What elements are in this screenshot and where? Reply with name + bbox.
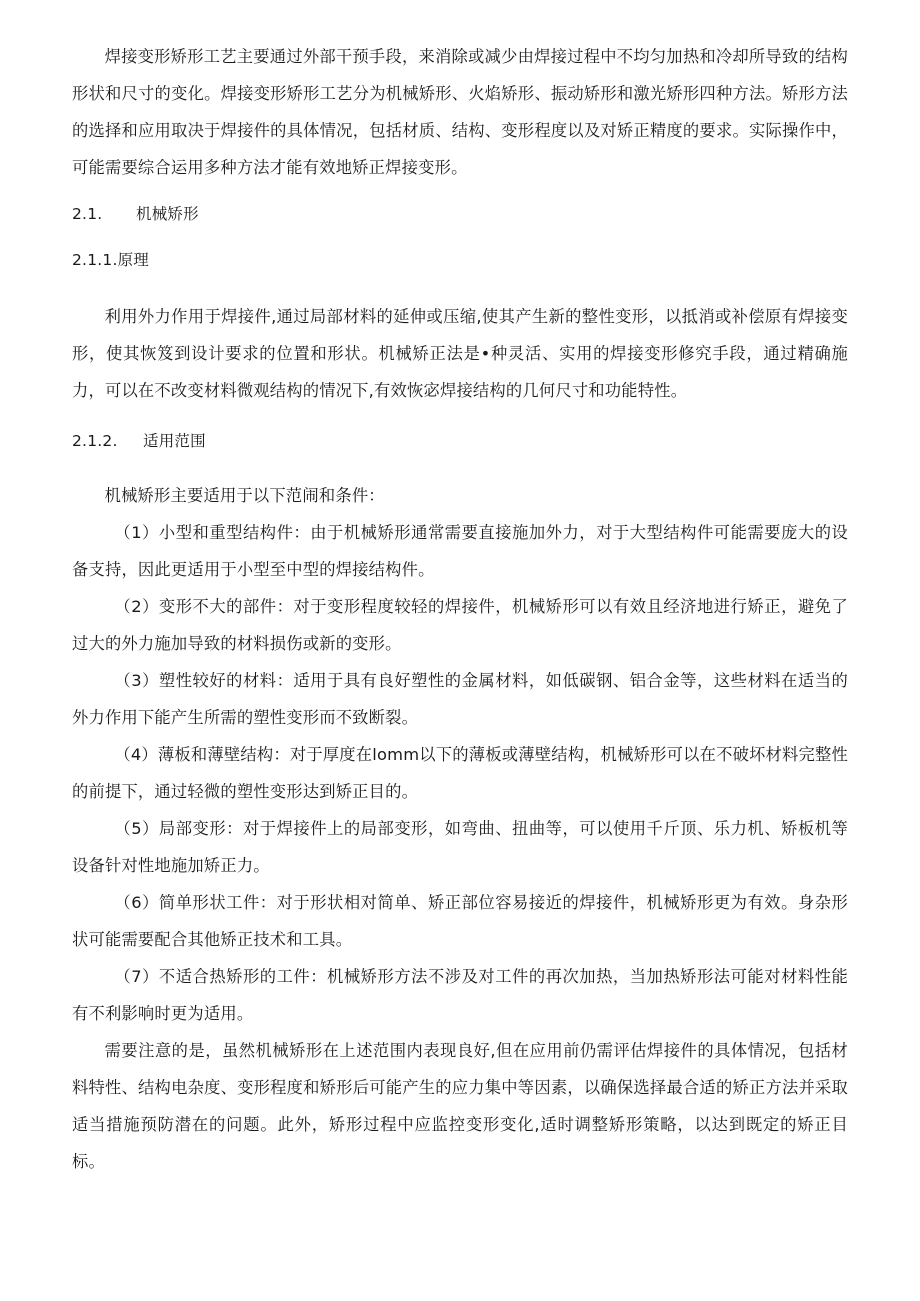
scope-list-item: （1）小型和重型结构件：由于机械矫形通常需要直接施加外力，对于大型结构件可能需要庞大的设备支持，因此更适用于小型至中型的焊接结构件。 xyxy=(72,523,848,579)
section-title: 机械矫形 xyxy=(136,205,199,223)
scope-list-item: （7）不适合热矫形的工件：机械矫形方法不涉及对工件的再次加热，当加热矫形法可能对材料性能有不利影响时更为适用。 xyxy=(72,967,848,1023)
scope-intro-paragraph: 机械矫形主要适用于以下范闹和条件： xyxy=(104,486,385,505)
document-page xyxy=(72,38,848,1180)
section-number: 2.1. xyxy=(72,205,103,223)
scope-list-item: （3）塑性较好的材料：适用于具有良好塑性的金属材料，如低碳钢、铝合金等，这些材料在适当的外力作用下能产生所需的塑性变形而不致断裂。 xyxy=(72,671,848,727)
conclusion-paragraph: 需要注意的是，虽然机械矫形在上述范围内表现良好,但在应用前仍需评估焊接件的具体情况，包括材料特性、结构电杂度、变形程度和矫形后可能产生的应力集中等因素，以确保选择最合适的矫正方法并采取适当措施预防潜在的问题。此外，矫形过程中应监控变形变化,适时调整矫形策略，以达到既定的矫正目标。 xyxy=(72,1041,848,1171)
scope-list-item: （2）变形不大的部件：对于变形程度较轻的焊接件，机械矫形可以有效且经济地进行矫正，避免了过大的外力施加导致的材料损伤或新的变形。 xyxy=(72,597,848,653)
scope-list-item: （6）简单形状工件：对于形状相对简单、矫正部位容易接近的焊接件，机械矫形更为有效。身杂形状可能需要配合其他矫正技术和工具。 xyxy=(72,893,848,949)
section-heading-2-1 xyxy=(72,200,848,228)
section-number: 2.1.2. xyxy=(72,432,118,450)
intro-paragraph: 焊接变形矫形工艺主要通过外部干预手段，来消除或减少由焊接过程中不均匀加热和冷却所导致的结构形状和尺寸的变化。焊接变形矫形工艺分为机械矫形、火焰矫形、振动矫形和激光矫形四种方法。矫形方法的选择和应用取决于焊接件的具体情况，包括材质、结构、变形程度以及对矫正精度的要求。实际操作中，可能需要综合运用多种方法才能有效地矫正焊接变形。 xyxy=(72,47,848,177)
scope-list-item: （4）薄板和薄壁结构：对于厚度在lomm以下的薄板或薄壁结构，机械矫形可以在不破坏材料完整性的前提下，通过轻微的塑性变形达到矫正目的。 xyxy=(72,745,848,801)
principle-paragraph: 利用外力作用于焊接件,通过局部材料的延伸或压缩,使其产生新的整性变形，以抵消或补偿原有焊接变形，使其恢笈到设计要求的位置和形状。机械矫正法是•种灵活、实用的焊接变形修究手段，通过精确施力，可以在不改变材料微观结构的情况下,有效恢宓焊接结构的几何尺寸和功能特性。 xyxy=(72,307,848,400)
section-title: 适用范围 xyxy=(143,432,206,450)
section-heading-2-1-1: 2.1.1.原理 xyxy=(72,251,149,269)
section-heading-2-1-2 xyxy=(72,427,848,455)
scope-list-item: （5）局部变形：对于焊接件上的局部变形，如弯曲、扭曲等，可以使用千斤顶、乐力机、矫板机等设备针对性地施加矫正力。 xyxy=(72,819,848,875)
